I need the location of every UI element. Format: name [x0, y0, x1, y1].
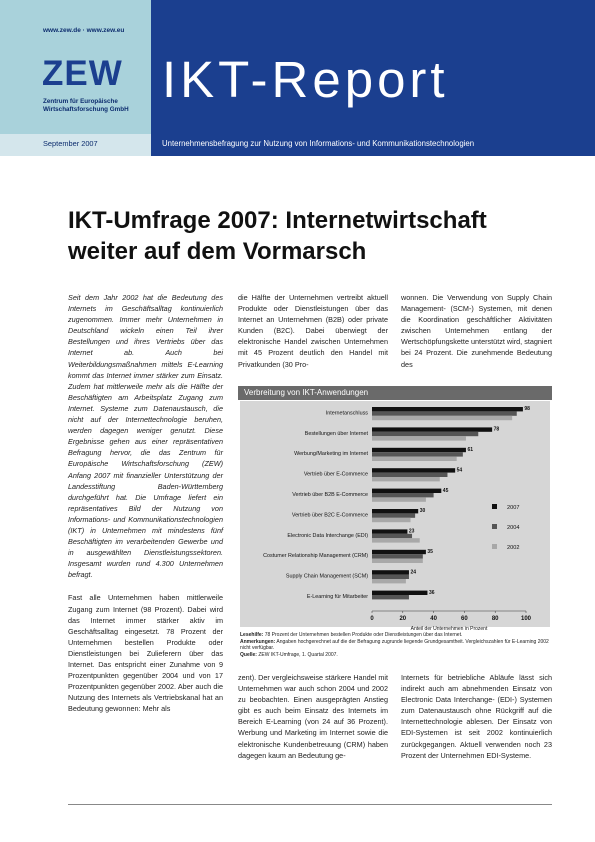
- data-label: 36: [428, 589, 435, 596]
- x-tick-label: 80: [491, 616, 499, 622]
- organization-name: [43, 98, 129, 114]
- headline-line-1: IKT-Umfrage 2007: Internetwirtschaft: [68, 207, 487, 234]
- x-axis-label: Anteil der Unternehmen in Prozent: [410, 626, 488, 632]
- category-label: Werbung/Marketing im Internet: [294, 451, 368, 458]
- bar-2004: [372, 513, 415, 517]
- x-tick-label: 40: [430, 616, 437, 622]
- bar-2002: [372, 436, 466, 440]
- category-label: Supply Chain Management (SCM): [285, 573, 368, 580]
- bar-2002: [372, 457, 457, 461]
- column-1-body: Fast alle Unternehmen haben mittlerweile Zugang zum Internet (98 Prozent). Dabei wird das Internet immer stärker aktiv im Geschäftsalltag eingesetzt. 78 Prozent der Unternehmen bestellen Produkte oder Dienstleistungen bei Zulieferern über das Internet. Das entspricht einer Zunahme von 9 Prozentpunkten gegenüber 2004 und von 17 Prozentpunkten gegenüber 2002. Aber auch die Nutzung des Internets als Vertriebskanal hat an Bedeutung gewonnen: Mehr als: [68, 593, 223, 714]
- x-tick-label: 100: [520, 616, 532, 622]
- chart-note-remarks: [240, 639, 550, 652]
- bar-2002: [372, 416, 512, 420]
- report-subtitle: Unternehmensbefragung zur Nutzung von Informations- und Kommunikationstechnologien: [162, 139, 475, 148]
- bar-2007: [372, 427, 492, 431]
- category-label: Costumer Relationship Management (CRM): [263, 553, 368, 560]
- data-label: 30: [419, 508, 426, 515]
- column-3-bottom: Internets für betriebliche Abläufe lässt sich indirekt auch am abnehmenden Einsatz von Electronic Data Interchange- (EDI-) Systemen zum Datenaustausch ohne Rückgriff auf die Internettechnologie ablesen. Der Einsatz von EDI-Systemen ist seit 2002 kontinuierlich zurückgegangen. Aktuell verwenden noch 23 Prozent der Unternehmen EDI-Systeme.: [401, 673, 552, 760]
- bar-2007: [372, 550, 426, 554]
- bar-2004: [372, 452, 463, 456]
- x-tick-label: 60: [461, 616, 468, 622]
- legend-swatch-2007: [492, 504, 497, 509]
- data-label: 54: [456, 467, 463, 474]
- bar-2002: [372, 518, 411, 522]
- zew-logo: ZEW: [42, 54, 123, 93]
- data-label: 61: [467, 447, 474, 453]
- x-tick-label: 20: [399, 616, 407, 622]
- data-label: 78: [493, 426, 500, 433]
- ikt-bar-chart: [240, 401, 550, 632]
- bar-2004: [372, 554, 423, 558]
- bar-2002: [372, 497, 426, 501]
- category-label: Vertrieb über B2C E-Commerce: [291, 512, 368, 519]
- legend-swatch-2002: [492, 544, 497, 549]
- data-label: 35: [427, 549, 433, 555]
- column-3-top: wonnen. Die Verwendung von Supply Chain Management- (SCM-) Systemen, mit denen die Koordination geschäftlicher Aktivitäten zwischen Unternehmen entlang der Wertschöpfungskette unterstützt wird, stagniert bei 24 Prozent. Die zunehmende Bedeutung des: [401, 293, 552, 369]
- legend-swatch-2004: [492, 524, 497, 529]
- issue-date: September 2007: [43, 139, 98, 148]
- org-line-1: Zentrum für Europäische: [43, 98, 118, 105]
- bar-2007: [372, 570, 409, 574]
- bar-2004: [372, 575, 409, 579]
- website-urls[interactable]: www.zew.de · www.zew.eu: [43, 27, 125, 34]
- legend-label-2004: 2004: [507, 524, 520, 531]
- category-label: Internetanschluss: [325, 410, 368, 417]
- bar-2004: [372, 411, 517, 415]
- chart-title: Verbreitung von IKT-Anwendungen: [244, 388, 369, 397]
- data-label: 98: [524, 406, 530, 413]
- data-label: 45: [442, 487, 449, 494]
- bar-2007: [372, 509, 418, 513]
- chart-note-source: [240, 652, 550, 659]
- data-label: 24: [410, 569, 417, 576]
- bar-2007: [372, 407, 523, 411]
- bottom-divider: [68, 804, 552, 805]
- bar-2004: [372, 432, 478, 436]
- lead-paragraph: Seit dem Jahr 2002 hat die Bedeutung des Internets im Geschäftsalltag kontinuierlich zugenommen. Immer mehr Unternehmen in Deutschland wickeln einen Teil ihrer Bestellungen und ihres Vertriebs über das Internet ab. Auch bei Weiterbildungsmaßnahmen mittels E-Learning kommt das Internet immer stärker zum Einsatz. Zudem hat mittlerweile mehr als die Hälfte der Beschäftigten am Arbeitsplatz Zugang zum Internet. Systeme zum Datenaustausch, die nicht auf der Internettechnologie beruhen, werden dagegen weniger genutzt. Diese Ergebnisse gehen aus einer repräsentativen Befragung hervor, die das Zentrum für Europäische Wirtschaftsforschung (ZEW) Anfang 2007 mit finanzieller Unterstützung der Landesstiftung Baden-Württemberg durchgeführt hat. Die Umfrage liefert ein repräsentatives Bild der Nutzung von Informations- und Kommunikationstechnologien (IKT) in Unternehmen mit mindestens fünf Beschäftigten im verarbeitenden Gewerbe und in ausgewählten Dienstleistungssektoren. Insgesamt wurden rund 4.300 Unternehmen befragt.: [68, 293, 223, 580]
- bar-2007: [372, 591, 427, 595]
- bar-2002: [372, 579, 406, 583]
- column-2-top: die Hälfte der Unternehmen vertreibt aktuell Produkte oder Dienstleistungen über das Internet an Unternehmen (B2B) oder private Kunden (B2C). Dabei überwiegt der elektronische Handel zwischen Unternehmen mit 45 Prozent deutlich den Handel mit Privatkunden (30 Pro-: [238, 293, 388, 369]
- bar-2004: [372, 493, 434, 497]
- bar-2007: [372, 468, 455, 472]
- x-tick-label: 0: [370, 616, 374, 622]
- note-text-reading: 78 Prozent der Unternehmen bestellen Produkte oder Dienstleistungen über das Internet.: [264, 632, 463, 638]
- note-label-reading: Lesehilfe:: [240, 632, 264, 638]
- category-label: Vertrieb über E-Commerce: [303, 471, 368, 478]
- chart-notes: [240, 632, 550, 658]
- column-2-bottom: zent). Der vergleichsweise stärkere Handel mit Unternehmen war auch schon 2004 und 2002 zu beobachten. Einen ausgeprägten Anstieg gibt es auch beim Einsatz des Internets im Bereich E-Learning (von 24 auf 36 Prozent). Werbung und Marketing im Internet sowie die elektronische Kundenbetreuung (CRM) haben dagegen kaum an Bedeutung ge-: [238, 673, 388, 760]
- bar-2007: [372, 529, 407, 533]
- org-line-2: Wirtschaftsforschung GmbH: [43, 106, 129, 113]
- headline-line-2: weiter auf dem Vormarsch: [68, 238, 367, 265]
- legend-label-2007: 2007: [507, 504, 520, 511]
- bar-2004: [372, 595, 409, 599]
- note-text-remarks: Angaben hochgerechnet auf die der Befragung zugrunde liegende Grundgesamtheit. Vergleichszahlen für E-Learning 2002 nicht verfügbar.: [240, 638, 549, 652]
- note-label-source: Quelle:: [240, 651, 257, 658]
- bar-2004: [372, 473, 447, 477]
- legend-label-2002: 2002: [507, 544, 520, 551]
- category-label: Electronic Data Interchange (EDI): [287, 532, 368, 539]
- bar-2002: [372, 538, 420, 542]
- bar-2007: [372, 448, 466, 452]
- bar-2004: [372, 534, 412, 538]
- bar-2002: [372, 477, 440, 481]
- chart-note-reading: [240, 632, 550, 639]
- bar-2002: [372, 559, 423, 563]
- category-label: E-Learning für Mitarbeiter: [306, 594, 368, 600]
- bar-2007: [372, 489, 441, 493]
- category-label: Vertrieb über B2B E-Commerce: [292, 492, 368, 498]
- column-1: [68, 292, 223, 714]
- report-title: IKT-Report: [162, 51, 449, 108]
- data-label: 23: [408, 528, 415, 535]
- category-label: Bestellungen über Internet: [304, 430, 368, 437]
- note-label-remarks: Anmerkungen:: [240, 638, 276, 645]
- article-headline: [68, 205, 558, 267]
- note-text-source: ZEW IKT-Umfrage, 1. Quartal 2007.: [258, 651, 338, 658]
